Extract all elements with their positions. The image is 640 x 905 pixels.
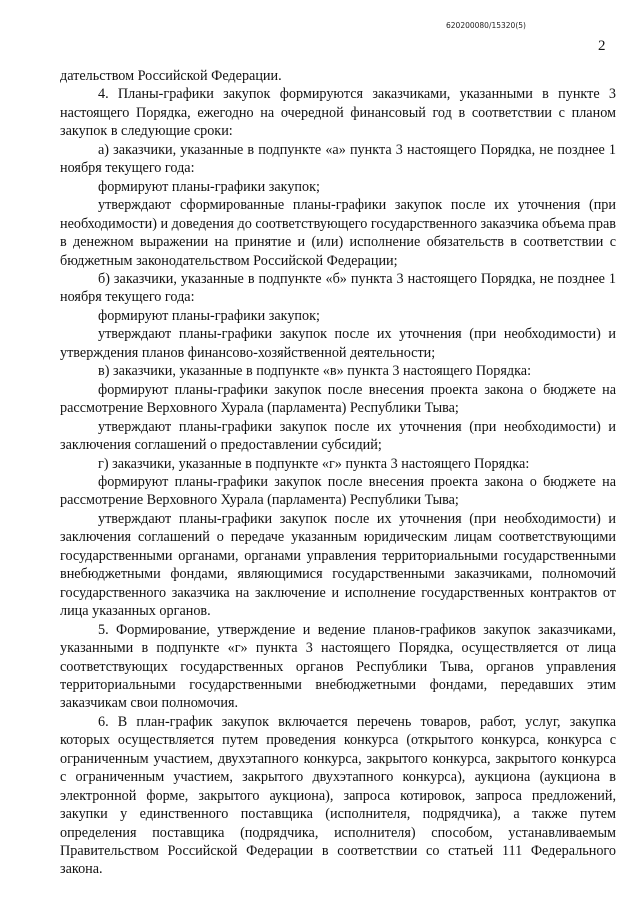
paragraph: г) заказчики, указанные в подпункте «г» пункта 3 настоящего Порядка: <box>98 455 530 472</box>
paragraph: 4. Планы-графики закупок формируются заказчиками, указанными в пункте 3 настоящего Порядка, ежегодно на очередной финансовый год в соответствии с планом закупок в следующие сроки: <box>60 86 616 140</box>
paragraph: 6. В план-график закупок включается перечень товаров, работ, услуг, закупка которых осуществляется путем проведения конкурса (открытого конкурса, конкурса с ограниченным участием, двухэтапного конкурса, закрытого конкурса, закрытого конкурса с ограниченным участием, закрытого двухэтапного конкурса), аукциона (аукциона в электронной форме, закрытого аукциона), запроса котировок, запроса предложений, закупки у единственного поставщика (исполнителя, подрядчика), а также путем определения поставщика (подрядчика, исполнителя) способом, устанавливаемым Правительством Российской Федерации в соответствии со статьей 111 Федерального закона. <box>60 713 616 878</box>
paragraph: утверждают сформированные планы-графики закупок после их уточнения (при необходимости) и доведения до соответствующего государственного заказчика объема прав в денежном выражении на принятие и (или) исполнение обязательств в соответствии с бюджетным законодательством Российской Федерации; <box>60 197 616 269</box>
document-id: 620200080/15320(5) <box>446 21 526 30</box>
paragraph: в) заказчики, указанные в подпункте «в» пункта 3 настоящего Порядка: <box>98 363 532 380</box>
paragraph: формируют планы-графики закупок; <box>98 307 320 324</box>
paragraph: 5. Формирование, утверждение и ведение планов-графиков закупок заказчиками, указанными в подпункте «г» пункта 3 настоящего Порядка, осуществляется от лица соответствующих государственных органов Республики Тыва, органов управления территориальными государственными внебюджетными фондами, передавших этим заказчикам свои полномочия. <box>60 621 616 712</box>
page-number: 2 <box>598 38 606 54</box>
paragraph: формируют планы-графики закупок; <box>98 178 320 195</box>
paragraph: б) заказчики, указанные в подпункте «б» пункта 3 настоящего Порядка, не позднее 1 ноября текущего года: <box>60 270 616 306</box>
paragraph: формируют планы-графики закупок после внесения проекта закона о бюджете на рассмотрение Верховного Хурала (парламента) Республики Тыва; <box>60 473 616 509</box>
paragraph: дательством Российской Федерации. <box>60 68 282 84</box>
paragraph: утверждают планы-графики закупок после их уточнения (при необходимости) и заключения соглашений о предоставлении субсидий; <box>60 418 616 454</box>
paragraph: утверждают планы-графики закупок после их уточнения (при необходимости) и утверждения планов финансово-хозяйственной деятельности; <box>60 326 616 361</box>
paragraph: формируют планы-графики закупок после внесения проекта закона о бюджете на рассмотрение Верховного Хурала (парламента) Республики Тыва; <box>60 381 616 417</box>
paragraph: а) заказчики, указанные в подпункте «а» пункта 3 настоящего Порядка, не позднее 1 ноября текущего года: <box>60 141 616 177</box>
document-body <box>60 67 616 879</box>
paragraph: утверждают планы-графики закупок после их уточнения (при необходимости) и заключения соглашений о передаче указанным юридическим лицам соответствующими государственными органами, органами управления территориальными государственными внебюджетными фондами, являющимися государственными заказчиками, полномочий государственного заказчика на заключение и исполнение государственных контрактов от лица указанных органов. <box>60 510 616 620</box>
